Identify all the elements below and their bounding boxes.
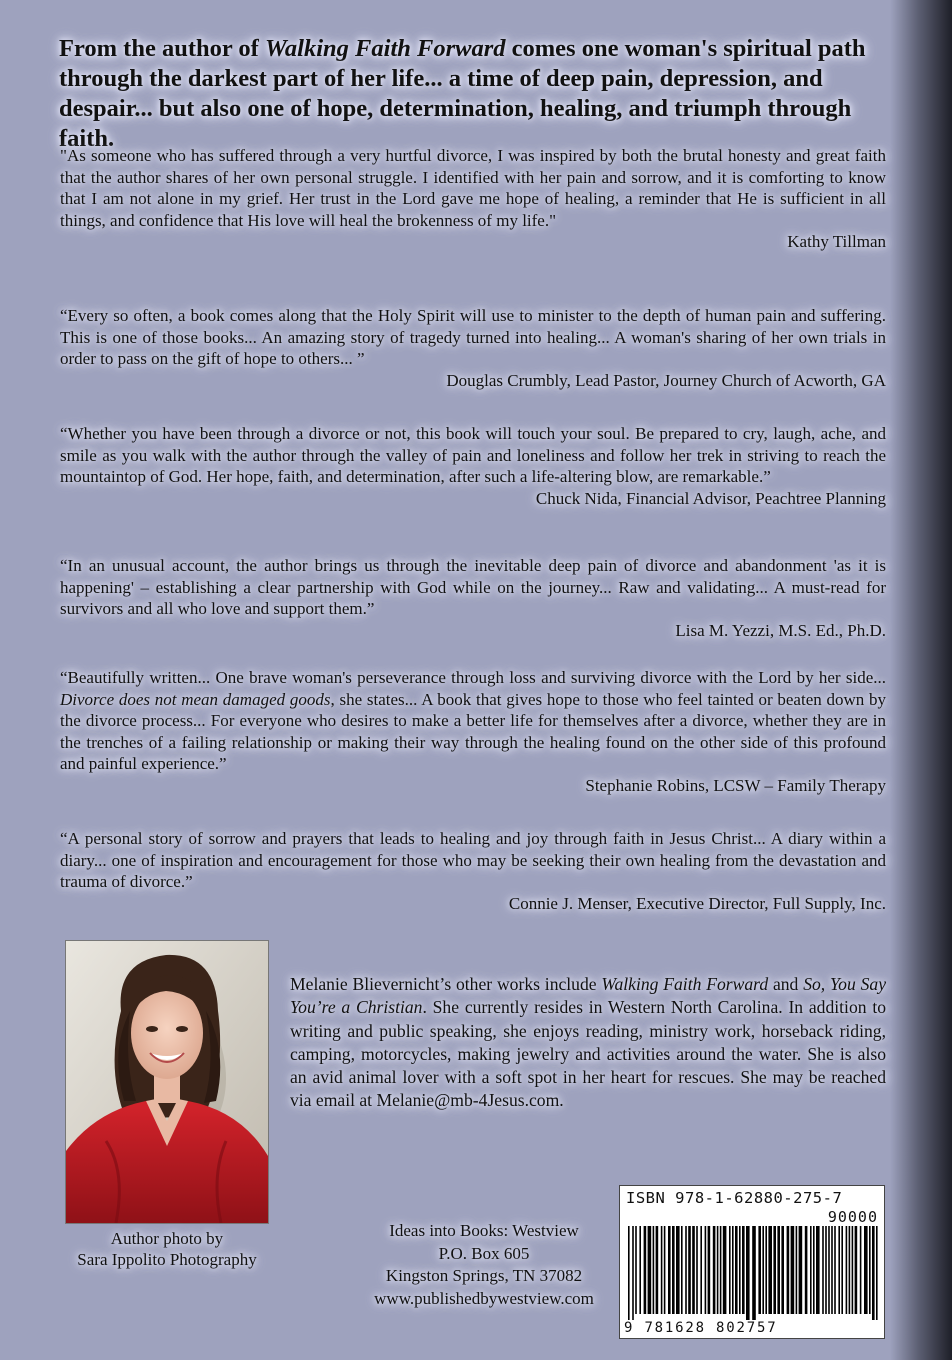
barcode-bar xyxy=(758,1226,761,1314)
barcode-bar xyxy=(732,1226,734,1314)
barcode-bar xyxy=(849,1226,851,1314)
barcode-bar xyxy=(668,1226,671,1314)
barcode-bar xyxy=(717,1226,719,1314)
publisher-name: Ideas into Books: Westview xyxy=(389,1221,579,1240)
review-quote: "As someone who has suffered through a very hurtful divorce, I was inspired by both the brutal honesty and great faith that the author shares of her own personal struggle. I identified with her pain and sorrow, and it is comforting to know that I am not alone in my grief. Her trust in the Lord gave me hope of healing, a reminder that He is sufficient in all things, and confidence that His love will heal the brokenness of my life." xyxy=(60,146,886,230)
barcode-bar xyxy=(688,1226,691,1314)
barcode-bar xyxy=(628,1226,630,1322)
review-quote-text: “Beautifully written... One brave woman's perseverance through loss and surviving divorce with the Lord by her side... xyxy=(60,668,886,687)
barcode-bar xyxy=(777,1226,780,1314)
barcode-bar xyxy=(681,1226,683,1314)
barcode-bar xyxy=(723,1226,727,1314)
barcode-bars xyxy=(626,1226,880,1322)
isbn-digits: 9 781628 802757 xyxy=(624,1320,878,1336)
barcode-bar xyxy=(822,1226,824,1314)
barcode-bar xyxy=(720,1226,722,1314)
barcode-bar xyxy=(653,1226,655,1314)
review-6 xyxy=(60,828,886,914)
barcode-bar xyxy=(810,1226,812,1314)
publisher-po-box: P.O. Box 605 xyxy=(438,1243,530,1263)
barcode-bar xyxy=(692,1226,695,1314)
barcode-bar xyxy=(799,1226,803,1314)
barcode-bar xyxy=(781,1226,784,1314)
review-quote xyxy=(60,667,886,775)
barcode-bar xyxy=(846,1226,848,1314)
barcode-bar xyxy=(831,1226,833,1314)
review-quote: “In an unusual account, the author brings us through the inevitable deep pain of divorce and abandonment 'as it is happening' – establishing a clear partnership with God while on the journey... Raw and validating... A must-read for survivors and all who love and support them.” xyxy=(60,556,886,618)
barcode-bar xyxy=(791,1226,795,1314)
barcode-bar xyxy=(838,1226,840,1314)
barcode-bar xyxy=(860,1226,862,1314)
review-attribution: Chuck Nida, Financial Advisor, Peachtree Planning xyxy=(535,488,886,508)
barcode-bar xyxy=(705,1226,707,1314)
barcode-bar xyxy=(796,1226,798,1314)
barcode-bar xyxy=(825,1226,827,1314)
barcode-bar xyxy=(632,1226,634,1322)
barcode-bar xyxy=(813,1226,815,1314)
publisher-website: www.publishedbywestview.com xyxy=(374,1288,594,1308)
photo-credit-photographer: Sara Ippolito Photography xyxy=(77,1250,257,1269)
barcode-bar xyxy=(742,1226,745,1314)
barcode-bar xyxy=(739,1226,741,1314)
bio-text: Melanie Blievernicht’s other works include xyxy=(290,974,602,994)
barcode-bar xyxy=(816,1226,820,1314)
barcode-bar xyxy=(729,1226,731,1314)
barcode-bar xyxy=(773,1226,776,1314)
barcode-bar xyxy=(805,1226,808,1314)
review-5 xyxy=(60,667,886,796)
barcode-bar xyxy=(713,1226,716,1314)
review-attribution: Stephanie Robins, LCSW – Family Therapy xyxy=(585,775,886,795)
barcode-bar xyxy=(834,1226,836,1314)
barcode-bar xyxy=(696,1226,698,1314)
headline xyxy=(59,34,889,154)
barcode-bar xyxy=(735,1226,738,1314)
bio-text-and: and xyxy=(768,974,804,994)
bio-text-continued: . She currently resides in Western North Carolina. In addition to writing and public speaking, she enjoys reading, ministry work, horseback riding, camping, motorcycles, making jewelry and activities around the water. She is also an avid animal lover with a soft spot in her heart for rescues. She may be reached via email at Melanie@mb-4Jesus.com. xyxy=(290,997,887,1111)
barcode-bar xyxy=(841,1226,843,1314)
barcode-bar xyxy=(869,1226,871,1314)
barcode-bar xyxy=(864,1226,868,1314)
barcode-bar xyxy=(635,1226,637,1314)
barcode-bar xyxy=(872,1226,875,1322)
review-1 xyxy=(60,145,886,253)
barcode-bar xyxy=(746,1226,750,1322)
spine-shadow xyxy=(890,0,952,1360)
review-attribution: Douglas Crumbly, Lead Pastor, Journey Church of Acworth, GA xyxy=(446,370,886,390)
review-quote: “Whether you have been through a divorce or not, this book will touch your soul. Be prepared to cry, laugh, ache, and smile as you walk with the author through the valley of pain and loneliness and follow her trek in striving to reach the mountaintop of God. Her hope, faith, and determination, after such a life-altering blow, are remarkable.” xyxy=(60,424,886,486)
barcode-bar xyxy=(876,1226,878,1322)
review-attribution: Lisa M. Yezzi, M.S. Ed., Ph.D. xyxy=(675,620,886,640)
headline-book-title: Walking Faith Forward xyxy=(264,35,506,62)
barcode-bar xyxy=(672,1226,675,1314)
review-attribution: Kathy Tillman xyxy=(787,232,886,251)
barcode-bar xyxy=(752,1226,756,1322)
review-3 xyxy=(60,423,886,509)
barcode-bar xyxy=(661,1226,663,1314)
barcode-bar xyxy=(708,1226,711,1314)
bio-book-title-1: Walking Faith Forward xyxy=(601,974,769,994)
author-photo xyxy=(65,940,269,1224)
barcode-bar xyxy=(664,1226,666,1314)
barcode-bar xyxy=(855,1226,858,1314)
review-attribution: Connie J. Menser, Executive Director, Full Supply, Inc. xyxy=(508,893,886,913)
review-4 xyxy=(60,555,886,641)
barcode-bar xyxy=(676,1226,680,1314)
photo-credit xyxy=(55,1228,279,1270)
barcode-bar xyxy=(656,1226,659,1314)
barcode-bar xyxy=(644,1226,647,1314)
headline-text: From the author of xyxy=(59,35,265,62)
publisher-city: Kingston Springs, TN 37082 xyxy=(385,1266,583,1285)
photo-credit-line: Author photo by xyxy=(110,1229,224,1248)
review-quote: “Every so often, a book comes along that the Holy Spirit will use to minister to the depth of human pain and suffering. This is one of those books... An amazing story of tragedy turned into healing... A woman's sharing of her own trials in order to pass on the gift of hope to others... ” xyxy=(60,306,886,368)
barcode-bar xyxy=(765,1226,767,1314)
review-2 xyxy=(60,305,886,391)
headline-text-continued: comes one woman's spiritual path through the darkest part of her life... a time of deep pain, depression, and despair... but also one of hope, determination, healing, and triumph through faith. xyxy=(59,35,866,152)
publisher-info xyxy=(330,1220,638,1310)
review-quote-text-continued: , she states... A book that gives hope to those who feel tainted or beaten down by the divorce process... For everyone who desires to make a better life for themselves after a divorce, whether they are in the trenches of a failing relationship or making their way through the healing found on the other side of this profound and painful experience.” xyxy=(60,689,887,773)
bio-book-title-2: So, You Say You’re a Christian xyxy=(290,974,886,1018)
barcode-bar xyxy=(762,1226,764,1314)
barcode-bar xyxy=(685,1226,687,1314)
barcode-bar xyxy=(700,1226,702,1314)
author-bio xyxy=(290,973,886,1113)
barcode-bar xyxy=(852,1226,854,1314)
isbn-barcode xyxy=(619,1185,885,1339)
barcode-bar xyxy=(768,1226,772,1314)
review-quote-italic: Divorce does not mean damaged goods xyxy=(60,689,331,709)
price-code: 90000 xyxy=(827,1208,878,1226)
isbn-label: ISBN 978-1-62880-275-7 xyxy=(626,1189,843,1207)
barcode-bar xyxy=(639,1226,641,1314)
barcode-bar xyxy=(787,1226,790,1314)
review-quote: “A personal story of sorrow and prayers that leads to healing and joy through faith in Jesus Christ... A diary within a diary... one of inspiration and encouragement for those who may be seeking their own healing from the devastation and trauma of divorce.” xyxy=(60,829,886,891)
barcode-bar xyxy=(648,1226,652,1314)
barcode-bar xyxy=(828,1226,830,1314)
author-portrait-image xyxy=(66,941,268,1223)
